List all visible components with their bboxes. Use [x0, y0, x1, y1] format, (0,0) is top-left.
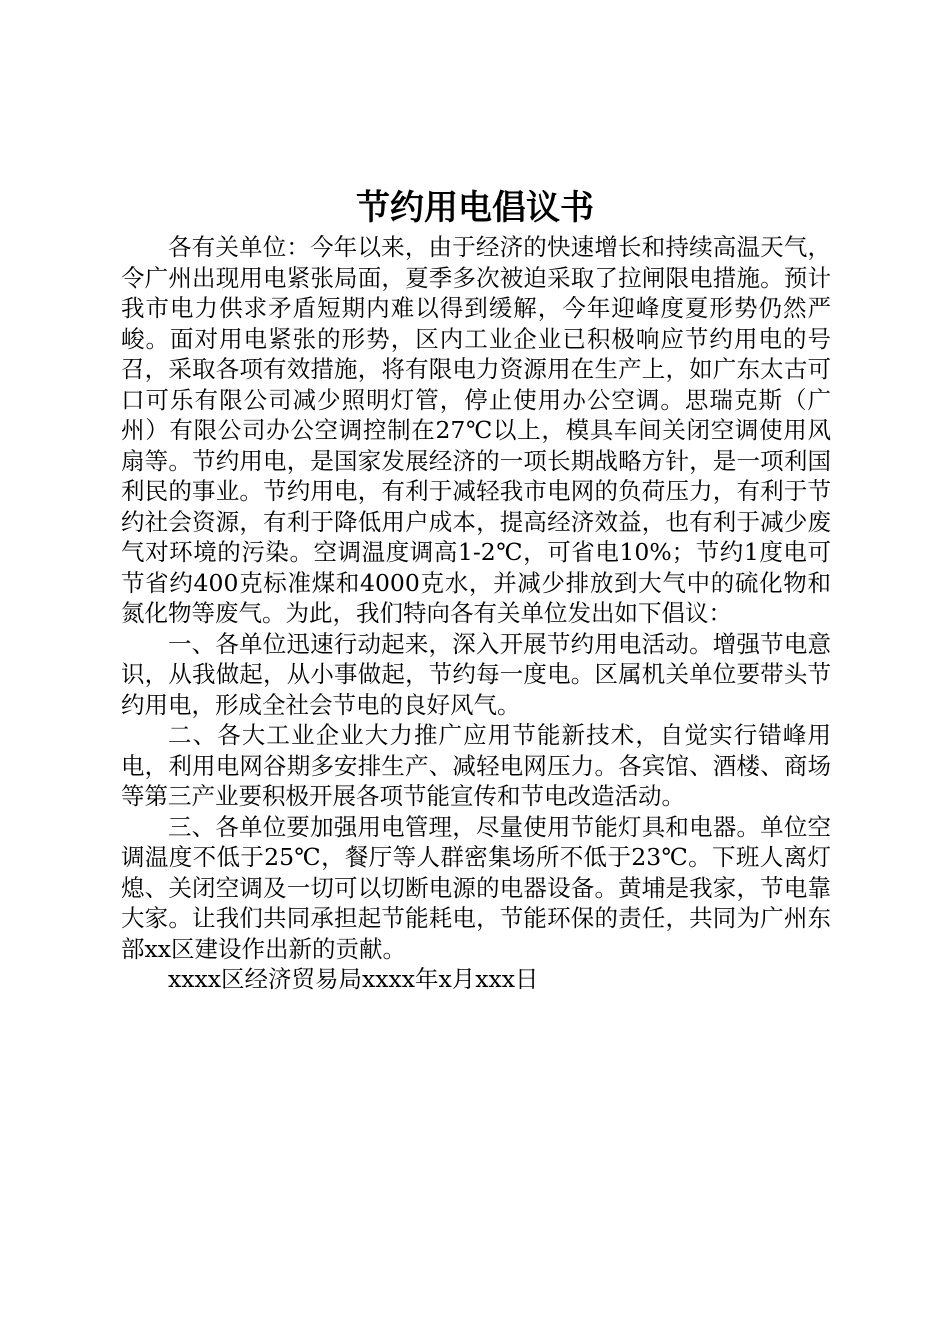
document-body	[121, 232, 831, 995]
paragraph-proposal-3: 三、各单位要加强用电管理，尽量使用节能灯具和电器。单位空调温度不低于25℃，餐厅等人群密集场所不低于23℃。下班人离灯熄、关闭空调及一切可以切断电源的电器设备。黄埔是我家，节电靠大家。让我们共同承担起节能耗电，节能环保的责任，共同为广州东部xx区建设作出新的贡献。	[121, 812, 831, 963]
paragraph-proposal-1: 一、各单位迅速行动起来，深入开展节约用电活动。增强节电意识，从我做起，从小事做起，节约每一度电。区属机关单位要带头节约用电，形成全社会节电的良好风气。	[121, 629, 831, 719]
signature-line: xxxx区经济贸易局xxxx年x月xxx日	[168, 965, 539, 993]
paragraph-intro: 各有关单位：今年以来，由于经济的快速增长和持续高温天气，令广州出现用电紧张局面，夏季多次被迫采取了拉闸限电措施。预计我市电力供求矛盾短期内难以得到缓解，今年迎峰度夏形势仍然严峻。面对用电紧张的形势，区内工业企业已积极响应节约用电的号召，采取各项有效措施，将有限电力资源用在生产上，如广东太古可口可乐有限公司减少照明灯管，停止使用办公空调。思瑞克斯（广州）有限公司办公空调控制在27℃以上，模具车间关闭空调使用风扇等。节约用电，是国家发展经济的一项长期战略方针，是一项利国利民的事业。节约用电，有利于减轻我市电网的负荷压力，有利于节约社会资源，有利于降低用户成本，提高经济效益，也有利于减少废气对环境的污染。空调温度调高1-2℃，可省电10%；节约1度电可节省约400克标准煤和4000克水，并减少排放到大气中的硫化物和氮化物等废气。为此，我们特向各有关单位发出如下倡议：	[121, 233, 831, 627]
paragraph-proposal-2: 二、各大工业企业大力推广应用节能新技术，自觉实行错峰用电，利用电网谷期多安排生产、减轻电网压力。各宾馆、酒楼、商场等第三产业要积极开展各项节能宣传和节电改造活动。	[121, 721, 831, 810]
document-title: 节约用电倡议书	[356, 188, 594, 228]
